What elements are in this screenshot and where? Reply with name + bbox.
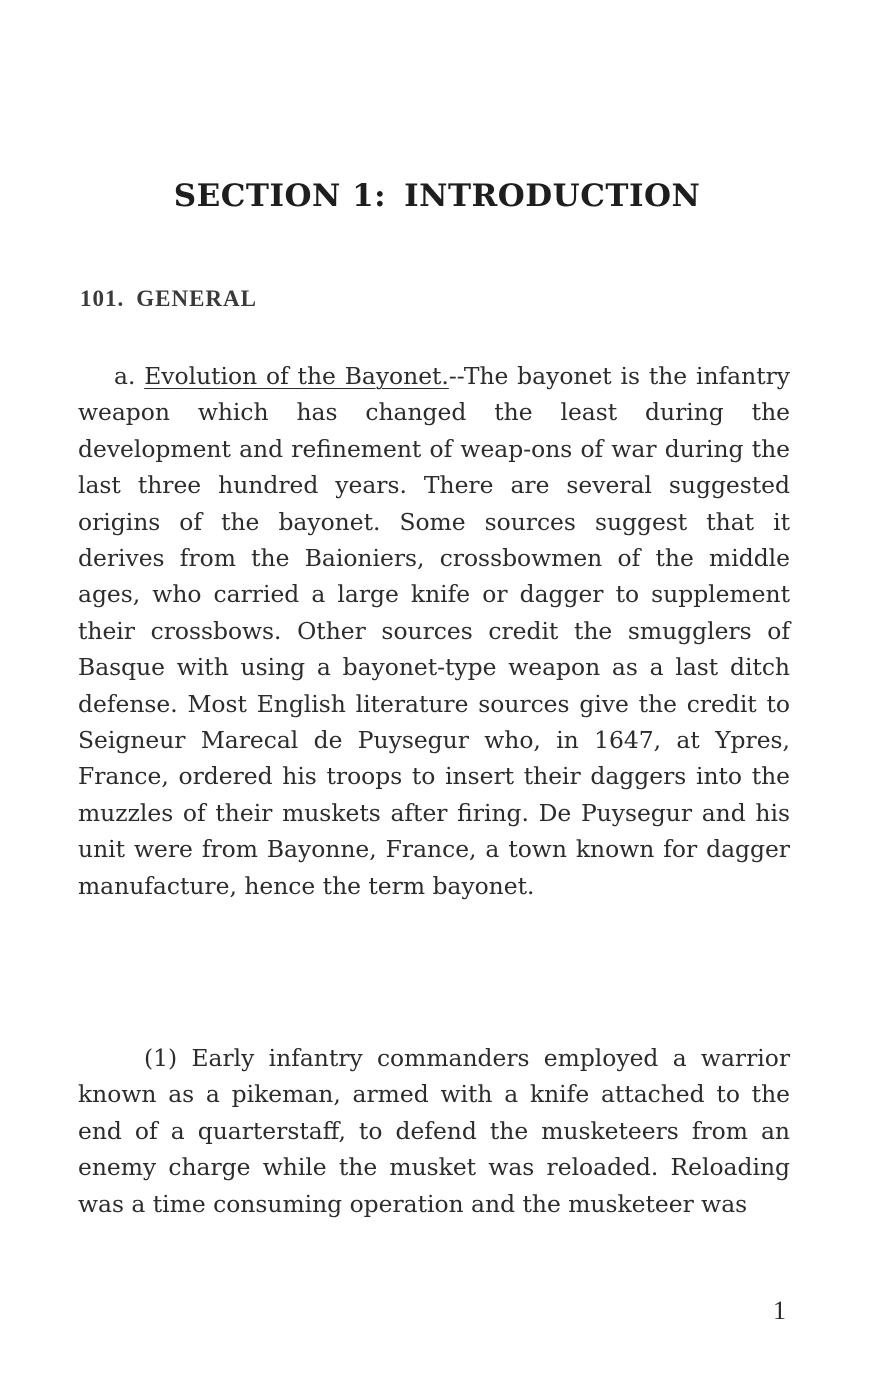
paragraph-1-marker: (1) [144,1044,178,1072]
paragraph-1 [78,1040,790,1222]
section-name: INTRODUCTION [404,178,701,214]
section-title [0,178,874,214]
paragraph-1-text: Early infantry commanders employed a warrior known as a pikeman, armed with a knife attached to the end of a quarterstaff, to defend the musketeers from an enemy charge while the musket was reloaded. Reloading was a time consuming operation and the musketeer was [78,1044,791,1218]
subsection-number: 101. [80,286,125,311]
paragraph-a [78,358,790,904]
subsection-title: GENERAL [136,286,257,311]
paragraph-a-marker: a. [114,362,136,390]
subsection-heading [80,286,257,312]
paragraph-a-heading: Evolution of the Bayonet. [144,362,449,390]
paragraph-a-text: --The bayonet is the infantry weapon which has changed the least during the development and refinement of weap-ons of war during the last three hundred years. There are several suggested origins of the bayonet. Some sources suggest that it derives from the Baioniers, crossbowmen of the middle ages, who carried a large knife or dagger to supplement their crossbows. Other sources credit the smugglers of Basque with using a bayonet-type weapon as a last ditch defense. Most English literature sources give the credit to Seigneur Marecal de Puysegur who, in 1647, at Ypres, France, ordered his troops to insert their daggers into the muzzles of their muskets after firing. De Puysegur and his unit were from Bayonne, France, a town known for dagger manufacture, hence the term bayonet. [78,362,790,900]
section-label: SECTION 1: [173,178,387,214]
page-number: 1 [773,1296,786,1325]
